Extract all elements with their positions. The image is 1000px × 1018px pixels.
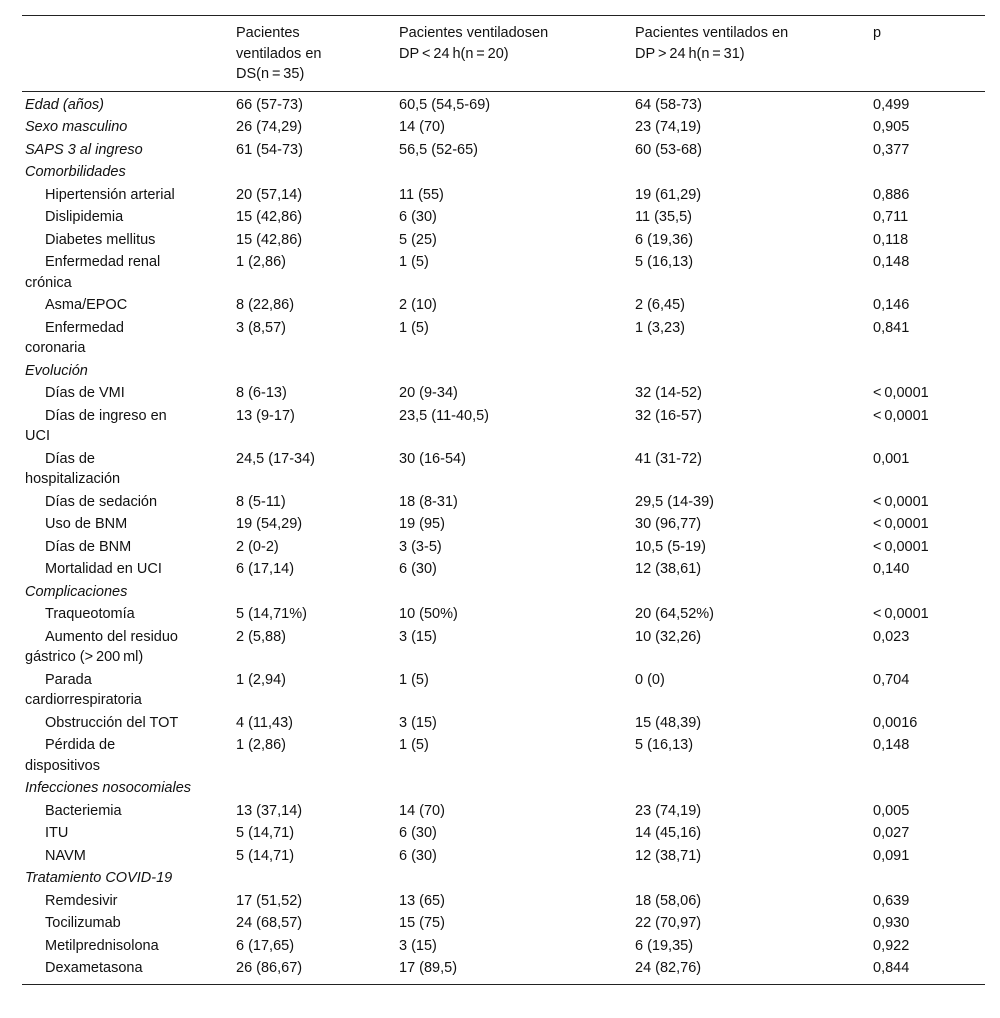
row-label-line: Tocilizumab (45, 915, 121, 931)
value-dp-less24 (396, 867, 632, 890)
value-dp-more24: 5 (16,13) (635, 254, 694, 270)
value-dp-more24: 23 (74,19) (635, 802, 702, 819)
value-ds: 2 (5,88) (236, 628, 286, 645)
row-label (22, 139, 233, 162)
p-value: < 0,0001 (873, 516, 929, 532)
row-label (22, 669, 233, 712)
value-ds: 15 (42,86) (236, 231, 303, 248)
value-ds (233, 581, 396, 604)
value-dp-less24: 3 (3-5) (399, 538, 442, 555)
value-ds: 6 (17,65) (236, 937, 295, 954)
row-label (22, 229, 233, 252)
p-value: 0,377 (873, 141, 910, 158)
row-label-line: coronaria (25, 340, 86, 356)
value-ds: 26 (74,29) (236, 119, 303, 135)
header-dp-more24-line: Pacientes ventilados en (635, 25, 789, 41)
row-label-line: Bacteriemia (45, 802, 122, 819)
row-label (22, 317, 233, 360)
row-label (22, 448, 233, 491)
p-value: 0,023 (873, 628, 910, 645)
value-dp-less24: 1 (5) (399, 671, 429, 688)
section-row (22, 581, 985, 604)
value-ds (233, 161, 396, 184)
p-value: 0,146 (873, 297, 910, 313)
p-value: 0,704 (873, 671, 910, 688)
row-label-line: Días de VMI (45, 385, 125, 401)
value-dp-more24: 32 (16-57) (635, 407, 702, 424)
header-dp-more24-line: DP > 24 h(n = 31) (635, 45, 745, 62)
value-dp-less24 (396, 777, 632, 800)
row-label-line: crónica (25, 274, 72, 291)
value-ds: 3 (8,57) (236, 319, 286, 336)
value-ds: 66 (57-73) (236, 96, 303, 113)
value-dp-more24: 60 (53-68) (635, 141, 702, 158)
row-label (22, 890, 233, 913)
section-label (22, 161, 233, 184)
value-ds: 13 (9-17) (236, 407, 295, 424)
p-value (870, 581, 985, 604)
section-row (22, 360, 985, 383)
value-dp-more24: 10 (32,26) (635, 628, 702, 645)
table-row (22, 603, 985, 626)
value-dp-less24 (396, 161, 632, 184)
row-label-line: Enfermedad (45, 319, 124, 336)
header-ds-line: ventilados en (236, 45, 322, 62)
value-dp-less24: 17 (89,5) (396, 957, 632, 984)
value-dp-more24: 41 (31-72) (635, 450, 702, 467)
section-label (22, 581, 233, 604)
table-row (22, 935, 985, 958)
table-body (22, 91, 985, 984)
value-dp-less24: 13 (65) (399, 892, 445, 909)
value-ds: 8 (6-13) (236, 385, 287, 401)
table-row (22, 513, 985, 536)
value-ds: 1 (2,94) (236, 671, 286, 688)
row-label-line: Mortalidad en UCI (45, 561, 162, 577)
table-row (22, 139, 985, 162)
p-value (870, 777, 985, 800)
p-value: 0,091 (873, 847, 910, 864)
table-row (22, 251, 985, 294)
p-value: < 0,0001 (873, 407, 929, 424)
row-label (22, 251, 233, 294)
row-label-line: UCI (25, 428, 50, 444)
header-dp-more24 (632, 16, 870, 92)
p-value: < 0,0001 (873, 606, 929, 622)
p-value: 0,118 (873, 231, 909, 248)
row-label (22, 712, 233, 735)
value-dp-more24 (632, 360, 870, 383)
row-label (22, 626, 233, 669)
row-label (22, 382, 233, 405)
value-ds: 20 (57,14) (236, 186, 303, 203)
header-variable (22, 16, 233, 92)
section-label (22, 777, 233, 800)
value-dp-less24: 30 (16-54) (399, 450, 466, 467)
value-dp-less24: 23,5 (11-40,5) (399, 407, 490, 424)
p-value: 0,0016 (873, 714, 918, 731)
row-label-line: Días de (45, 450, 95, 467)
row-label (22, 184, 233, 207)
results-table-container (22, 15, 985, 985)
value-ds: 5 (14,71) (236, 847, 295, 864)
row-label (22, 91, 233, 116)
value-dp-more24: 5 (16,13) (635, 737, 694, 753)
table-row (22, 294, 985, 317)
value-dp-more24: 22 (70,97) (635, 915, 702, 931)
value-dp-less24: 6 (30) (399, 825, 437, 841)
p-value: 0,148 (873, 254, 910, 270)
value-ds: 19 (54,29) (236, 516, 303, 532)
value-ds: 8 (22,86) (236, 297, 295, 313)
row-label-line: Evolución (25, 362, 88, 379)
row-label-line: Metilprednisolona (45, 937, 159, 954)
row-label (22, 935, 233, 958)
value-dp-more24: 2 (6,45) (635, 297, 685, 313)
row-label-line: Remdesivir (45, 892, 118, 909)
table-row (22, 957, 985, 984)
section-row (22, 161, 985, 184)
value-dp-more24 (632, 161, 870, 184)
value-dp-less24: 20 (9-34) (399, 385, 458, 401)
table-row (22, 91, 985, 116)
row-label-line: Asma/EPOC (45, 297, 128, 313)
value-ds (233, 867, 396, 890)
value-dp-more24: 14 (45,16) (635, 825, 702, 841)
header-ds-line: DS(n = 35) (236, 66, 305, 82)
row-label (22, 513, 233, 536)
value-dp-less24: 1 (5) (399, 737, 429, 753)
row-label-line: NAVM (45, 847, 86, 864)
row-label-line: hospitalización (25, 471, 121, 487)
table-row (22, 626, 985, 669)
header-ds (233, 16, 396, 92)
value-ds: 17 (51,52) (236, 892, 303, 909)
table-row (22, 229, 985, 252)
header-p: p (870, 16, 985, 92)
value-dp-more24: 0 (0) (635, 671, 665, 688)
p-value: < 0,0001 (873, 538, 929, 555)
row-label-line: Sexo masculino (25, 119, 128, 135)
value-ds: 8 (5-11) (236, 493, 286, 510)
value-dp-less24: 5 (25) (399, 231, 437, 248)
row-label (22, 491, 233, 514)
value-dp-more24: 1 (3,23) (635, 319, 685, 336)
value-dp-more24: 29,5 (14-39) (635, 493, 714, 510)
value-dp-more24 (632, 777, 870, 800)
table-header (22, 16, 985, 92)
table-row (22, 800, 985, 823)
header-dp-less24 (396, 16, 632, 92)
table-row (22, 822, 985, 845)
table-row (22, 912, 985, 935)
value-dp-less24: 6 (30) (399, 209, 437, 225)
row-label-line: Días de BNM (45, 538, 132, 555)
table-row (22, 206, 985, 229)
value-ds: 13 (37,14) (236, 802, 303, 819)
value-dp-more24: 11 (35,5) (635, 209, 692, 225)
value-dp-more24: 20 (64,52%) (635, 606, 714, 622)
row-label-line: Enfermedad renal (45, 254, 161, 270)
p-value: 0,922 (873, 937, 910, 954)
value-dp-more24: 15 (48,39) (635, 714, 702, 731)
header-row (22, 16, 985, 92)
p-value (870, 360, 985, 383)
row-label (22, 912, 233, 935)
p-value (870, 161, 985, 184)
p-value: < 0,0001 (873, 493, 929, 510)
table-row (22, 712, 985, 735)
value-dp-more24 (632, 581, 870, 604)
p-value: 0,005 (873, 802, 910, 819)
row-label-line: Dislipidemia (45, 209, 124, 225)
p-value: 0,001 (873, 450, 910, 467)
p-value: 0,844 (870, 957, 985, 984)
row-label (22, 957, 233, 984)
table-row (22, 845, 985, 868)
table-row (22, 405, 985, 448)
value-ds (233, 777, 396, 800)
value-dp-less24: 1 (5) (399, 254, 429, 270)
p-value: 0,886 (873, 186, 910, 203)
results-table (22, 15, 985, 985)
value-ds: 5 (14,71) (236, 825, 295, 841)
row-label-line: Complicaciones (25, 583, 128, 600)
row-label (22, 294, 233, 317)
value-dp-less24: 11 (55) (399, 186, 444, 203)
row-label (22, 734, 233, 777)
p-value: 0,140 (873, 561, 910, 577)
table-row (22, 116, 985, 139)
row-label-line: Diabetes mellitus (45, 231, 156, 248)
row-label (22, 800, 233, 823)
value-dp-more24: 6 (19,35) (635, 937, 694, 954)
p-value: < 0,0001 (873, 385, 929, 401)
value-dp-less24 (396, 581, 632, 604)
value-dp-less24: 3 (15) (399, 628, 437, 645)
row-label (22, 206, 233, 229)
row-label (22, 536, 233, 559)
row-label-line: Obstrucción del TOT (45, 714, 179, 731)
value-dp-more24: 6 (19,36) (635, 231, 694, 248)
value-dp-less24: 6 (30) (399, 561, 437, 577)
value-dp-less24 (396, 360, 632, 383)
row-label-line: Uso de BNM (45, 516, 128, 532)
value-dp-more24: 19 (61,29) (635, 186, 702, 203)
table-row (22, 536, 985, 559)
value-ds: 1 (2,86) (236, 254, 286, 270)
row-label-line: Días de sedación (45, 493, 158, 510)
value-dp-less24: 15 (75) (399, 915, 445, 931)
p-value: 0,905 (873, 119, 910, 135)
value-dp-less24: 19 (95) (399, 516, 445, 532)
row-label-line: Días de ingreso en (45, 407, 167, 424)
row-label-line: Infecciones nosocomiales (25, 780, 192, 796)
p-value: 0,639 (873, 892, 910, 909)
row-label (22, 116, 233, 139)
p-value: 0,499 (873, 96, 910, 113)
p-value: 0,841 (873, 319, 910, 336)
row-label-line: Parada (45, 671, 92, 688)
row-label-line: Aumento del residuo (45, 628, 178, 645)
value-ds: 2 (0-2) (236, 538, 279, 555)
row-label-line: Edad (años) (25, 96, 104, 113)
row-label (22, 822, 233, 845)
value-dp-more24 (632, 867, 870, 890)
table-row (22, 558, 985, 581)
header-dp-less24-line: DP < 24 h(n = 20) (399, 45, 509, 62)
value-dp-less24: 1 (5) (399, 319, 429, 336)
value-dp-less24: 6 (30) (399, 847, 437, 864)
value-dp-less24: 10 (50%) (399, 606, 458, 622)
table-row (22, 184, 985, 207)
row-label-line: SAPS 3 al ingreso (25, 141, 143, 158)
value-dp-less24: 3 (15) (399, 937, 437, 954)
value-ds: 6 (17,14) (236, 561, 295, 577)
value-dp-more24: 24 (82,76) (632, 957, 870, 984)
value-dp-less24: 18 (8-31) (399, 493, 458, 510)
row-label-line: Comorbilidades (25, 164, 126, 180)
table-row (22, 317, 985, 360)
row-label (22, 558, 233, 581)
value-dp-more24: 30 (96,77) (635, 516, 702, 532)
table-row (22, 382, 985, 405)
row-label-line: gástrico (> 200 ml) (25, 649, 144, 665)
value-dp-less24: 60,5 (54,5-69) (399, 96, 491, 113)
table-row (22, 448, 985, 491)
value-dp-less24: 14 (70) (399, 802, 445, 819)
row-label-line: dispositivos (25, 757, 100, 774)
row-label-line: Pérdida de (45, 737, 116, 753)
value-dp-less24: 56,5 (52-65) (399, 141, 478, 158)
table-row (22, 491, 985, 514)
p-value: 0,027 (873, 825, 910, 841)
row-label (22, 845, 233, 868)
section-row (22, 867, 985, 890)
value-dp-more24: 12 (38,71) (635, 847, 702, 864)
p-value: 0,930 (873, 915, 910, 931)
value-dp-more24: 10,5 (5-19) (635, 538, 706, 555)
p-value: 0,148 (873, 737, 910, 753)
value-dp-more24: 18 (58,06) (635, 892, 702, 909)
value-ds: 24 (68,57) (236, 915, 303, 931)
value-ds: 5 (14,71%) (236, 606, 307, 622)
value-dp-more24: 12 (38,61) (635, 561, 702, 577)
p-value (870, 867, 985, 890)
value-ds: 1 (2,86) (236, 737, 286, 753)
value-ds (233, 360, 396, 383)
row-label (22, 405, 233, 448)
value-dp-more24: 23 (74,19) (635, 119, 702, 135)
p-value: 0,711 (873, 209, 909, 225)
row-label-line: Hipertensión arterial (45, 186, 175, 203)
value-dp-less24: 3 (15) (399, 714, 437, 731)
value-ds: 15 (42,86) (236, 209, 303, 225)
table-row (22, 734, 985, 777)
header-ds-line: Pacientes (236, 25, 300, 41)
row-label-line: cardiorrespiratoria (25, 692, 142, 708)
value-dp-less24: 2 (10) (399, 297, 437, 313)
value-ds: 26 (86,67) (233, 957, 396, 984)
value-dp-more24: 32 (14-52) (635, 385, 702, 401)
row-label-line: Dexametasona (45, 960, 143, 976)
row-label-line: Traqueotomía (45, 606, 135, 622)
table-row (22, 669, 985, 712)
value-ds: 24,5 (17-34) (236, 450, 315, 467)
row-label-line: ITU (45, 825, 69, 841)
row-label (22, 603, 233, 626)
value-dp-more24: 64 (58-73) (635, 96, 702, 113)
value-ds: 4 (11,43) (236, 714, 293, 731)
section-label (22, 360, 233, 383)
value-ds: 61 (54-73) (236, 141, 303, 158)
table-row (22, 890, 985, 913)
section-label (22, 867, 233, 890)
value-dp-less24: 14 (70) (399, 119, 445, 135)
header-dp-less24-line: Pacientes ventiladosen (399, 25, 549, 41)
section-row (22, 777, 985, 800)
row-label-line: Tratamiento COVID-19 (25, 870, 173, 886)
